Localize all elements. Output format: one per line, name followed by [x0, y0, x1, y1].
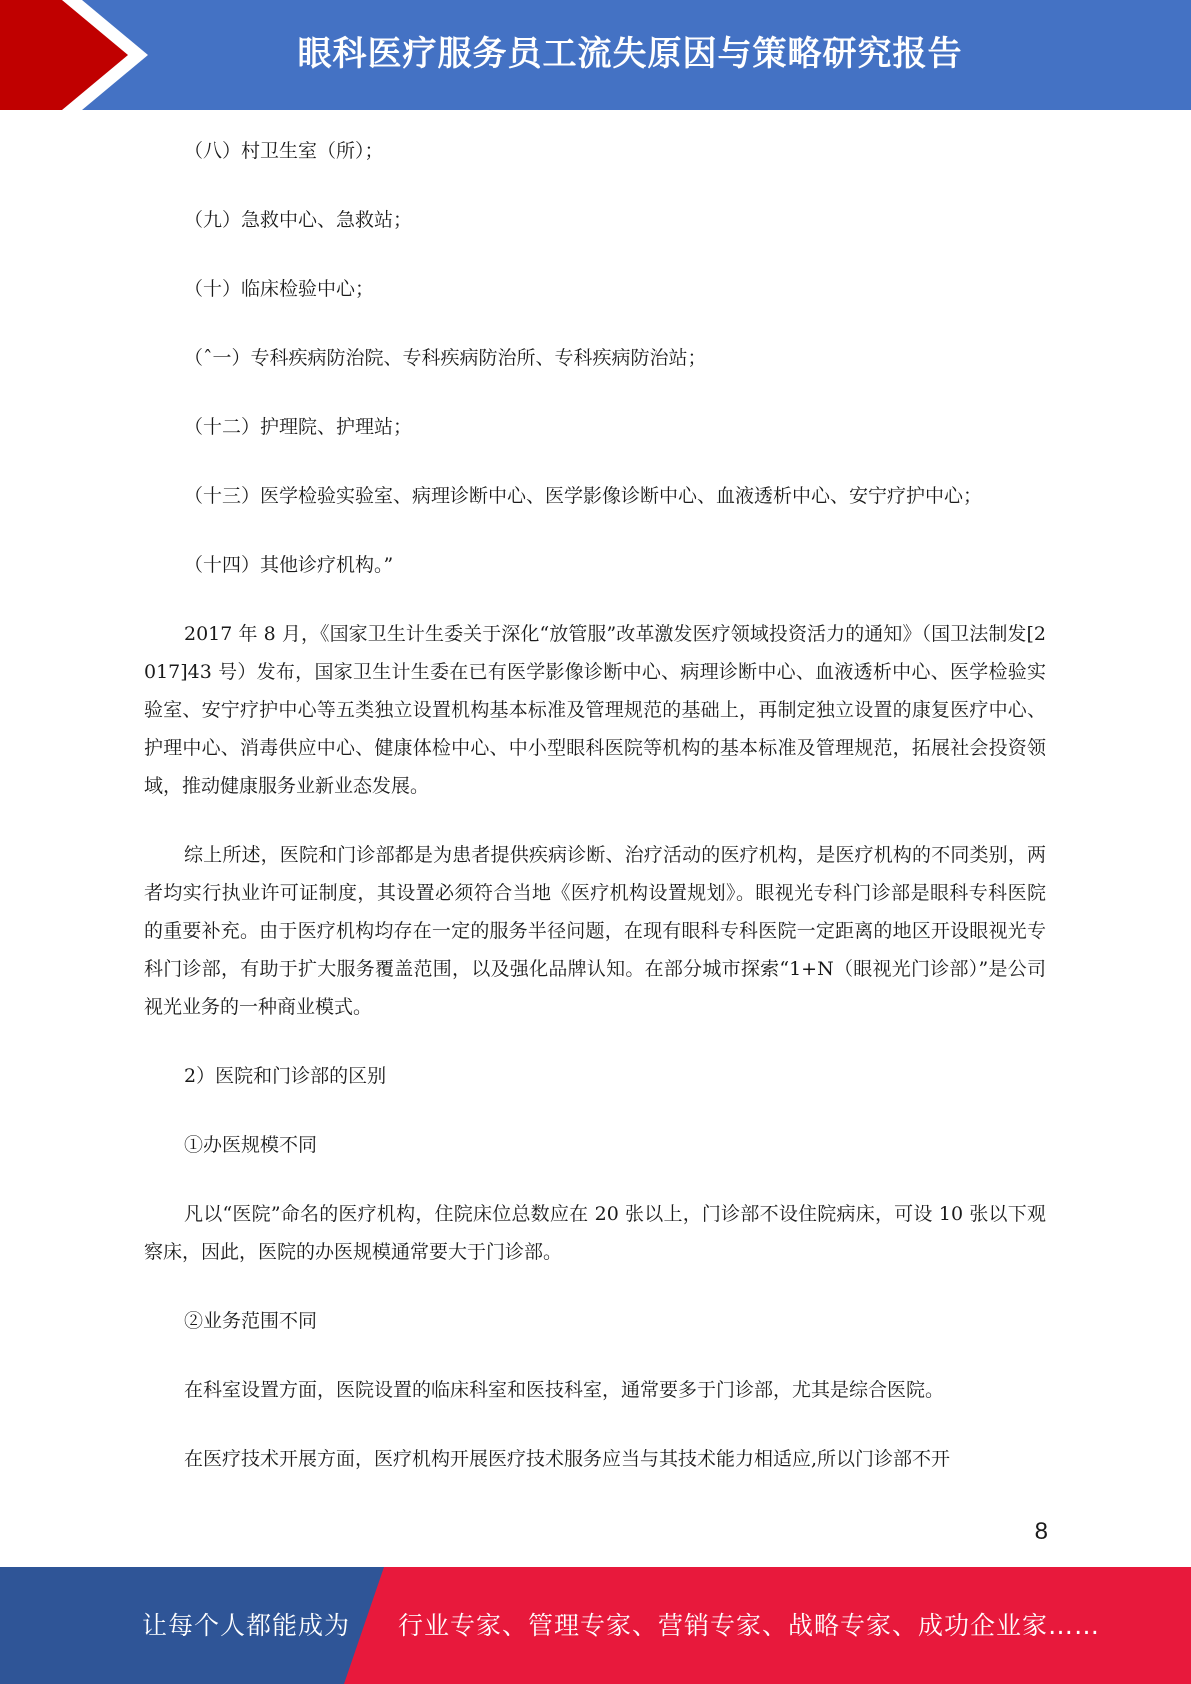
paragraph: （十）临床检验中心；	[184, 278, 375, 300]
paragraph: （九）急救中心、急救站；	[184, 209, 413, 231]
paragraph: （十四）其他诊疗机构。”	[184, 554, 394, 576]
page-footer	[0, 1567, 1191, 1684]
paragraph: （十三）医学检验实验室、病理诊断中心、医学影像诊断中心、血液透析中心、安宁疗护中心；	[184, 485, 983, 507]
paragraph: 在医疗技术开展方面，医疗机构开展医疗技术服务应当与其技术能力相适应,所以门诊部不开	[184, 1448, 951, 1470]
report-title: 眼科医疗服务员工流失原因与策略研究报告	[297, 34, 963, 74]
page-number: 8	[1034, 1518, 1048, 1545]
paragraph: （ˆ一）专科疾病防治院、专科疾病防治所、专科疾病防治站；	[184, 347, 707, 369]
paragraph: 2017 年 8 月，《国家卫生计生委关于深化“放管服”改革激发医疗领域投资活力的通知》（国卫法制发[2017]43 号）发布，国家卫生计生委在已有医学影像诊断中心、病理诊断中心、血液透析中心、医学检验实验室、安宁疗护中心等五类独立设置机构基本标准及管理规范的基础上，再制定独立设置的康复医疗中心、护理中心、消毒供应中心、健康体检中心、中小型眼科医院等机构的基本标准及管理规范，拓展社会投资领域，推动健康服务业新业态发展。	[144, 623, 1046, 797]
page-header	[0, 0, 1191, 110]
paragraph: （八）村卫生室（所）；	[184, 140, 384, 162]
subsection-heading: ①办医规模不同	[184, 1134, 318, 1156]
footer-slogan-left: 让每个人都能成为	[142, 1611, 351, 1640]
document-body	[144, 132, 1046, 1509]
footer-slogan-right: 行业专家、管理专家、营销专家、战略专家、成功企业家……	[398, 1611, 1101, 1640]
section-heading: 2）医院和门诊部的区别	[184, 1065, 387, 1087]
paragraph: （十二）护理院、护理站；	[184, 416, 413, 438]
subsection-heading: ②业务范围不同	[184, 1310, 318, 1332]
paragraph: 在科室设置方面，医院设置的临床科室和医技科室，通常要多于门诊部，尤其是综合医院。	[184, 1379, 945, 1401]
paragraph: 综上所述，医院和门诊部都是为患者提供疾病诊断、治疗活动的医疗机构，是医疗机构的不同类别，两者均实行执业许可证制度，其设置必须符合当地《医疗机构设置规划》。眼视光专科门诊部是眼科专科医院的重要补充。由于医疗机构均存在一定的服务半径问题，在现有眼科专科医院一定距离的地区开设眼视光专科门诊部，有助于扩大服务覆盖范围，以及强化品牌认知。在部分城市探索“1+N（眼视光门诊部）”是公司视光业务的一种商业模式。	[144, 844, 1046, 1018]
paragraph: 凡以“医院”命名的医疗机构，住院床位总数应在 20 张以上，门诊部不设住院病床，可设 10 张以下观察床，因此，医院的办医规模通常要大于门诊部。	[144, 1203, 1046, 1263]
